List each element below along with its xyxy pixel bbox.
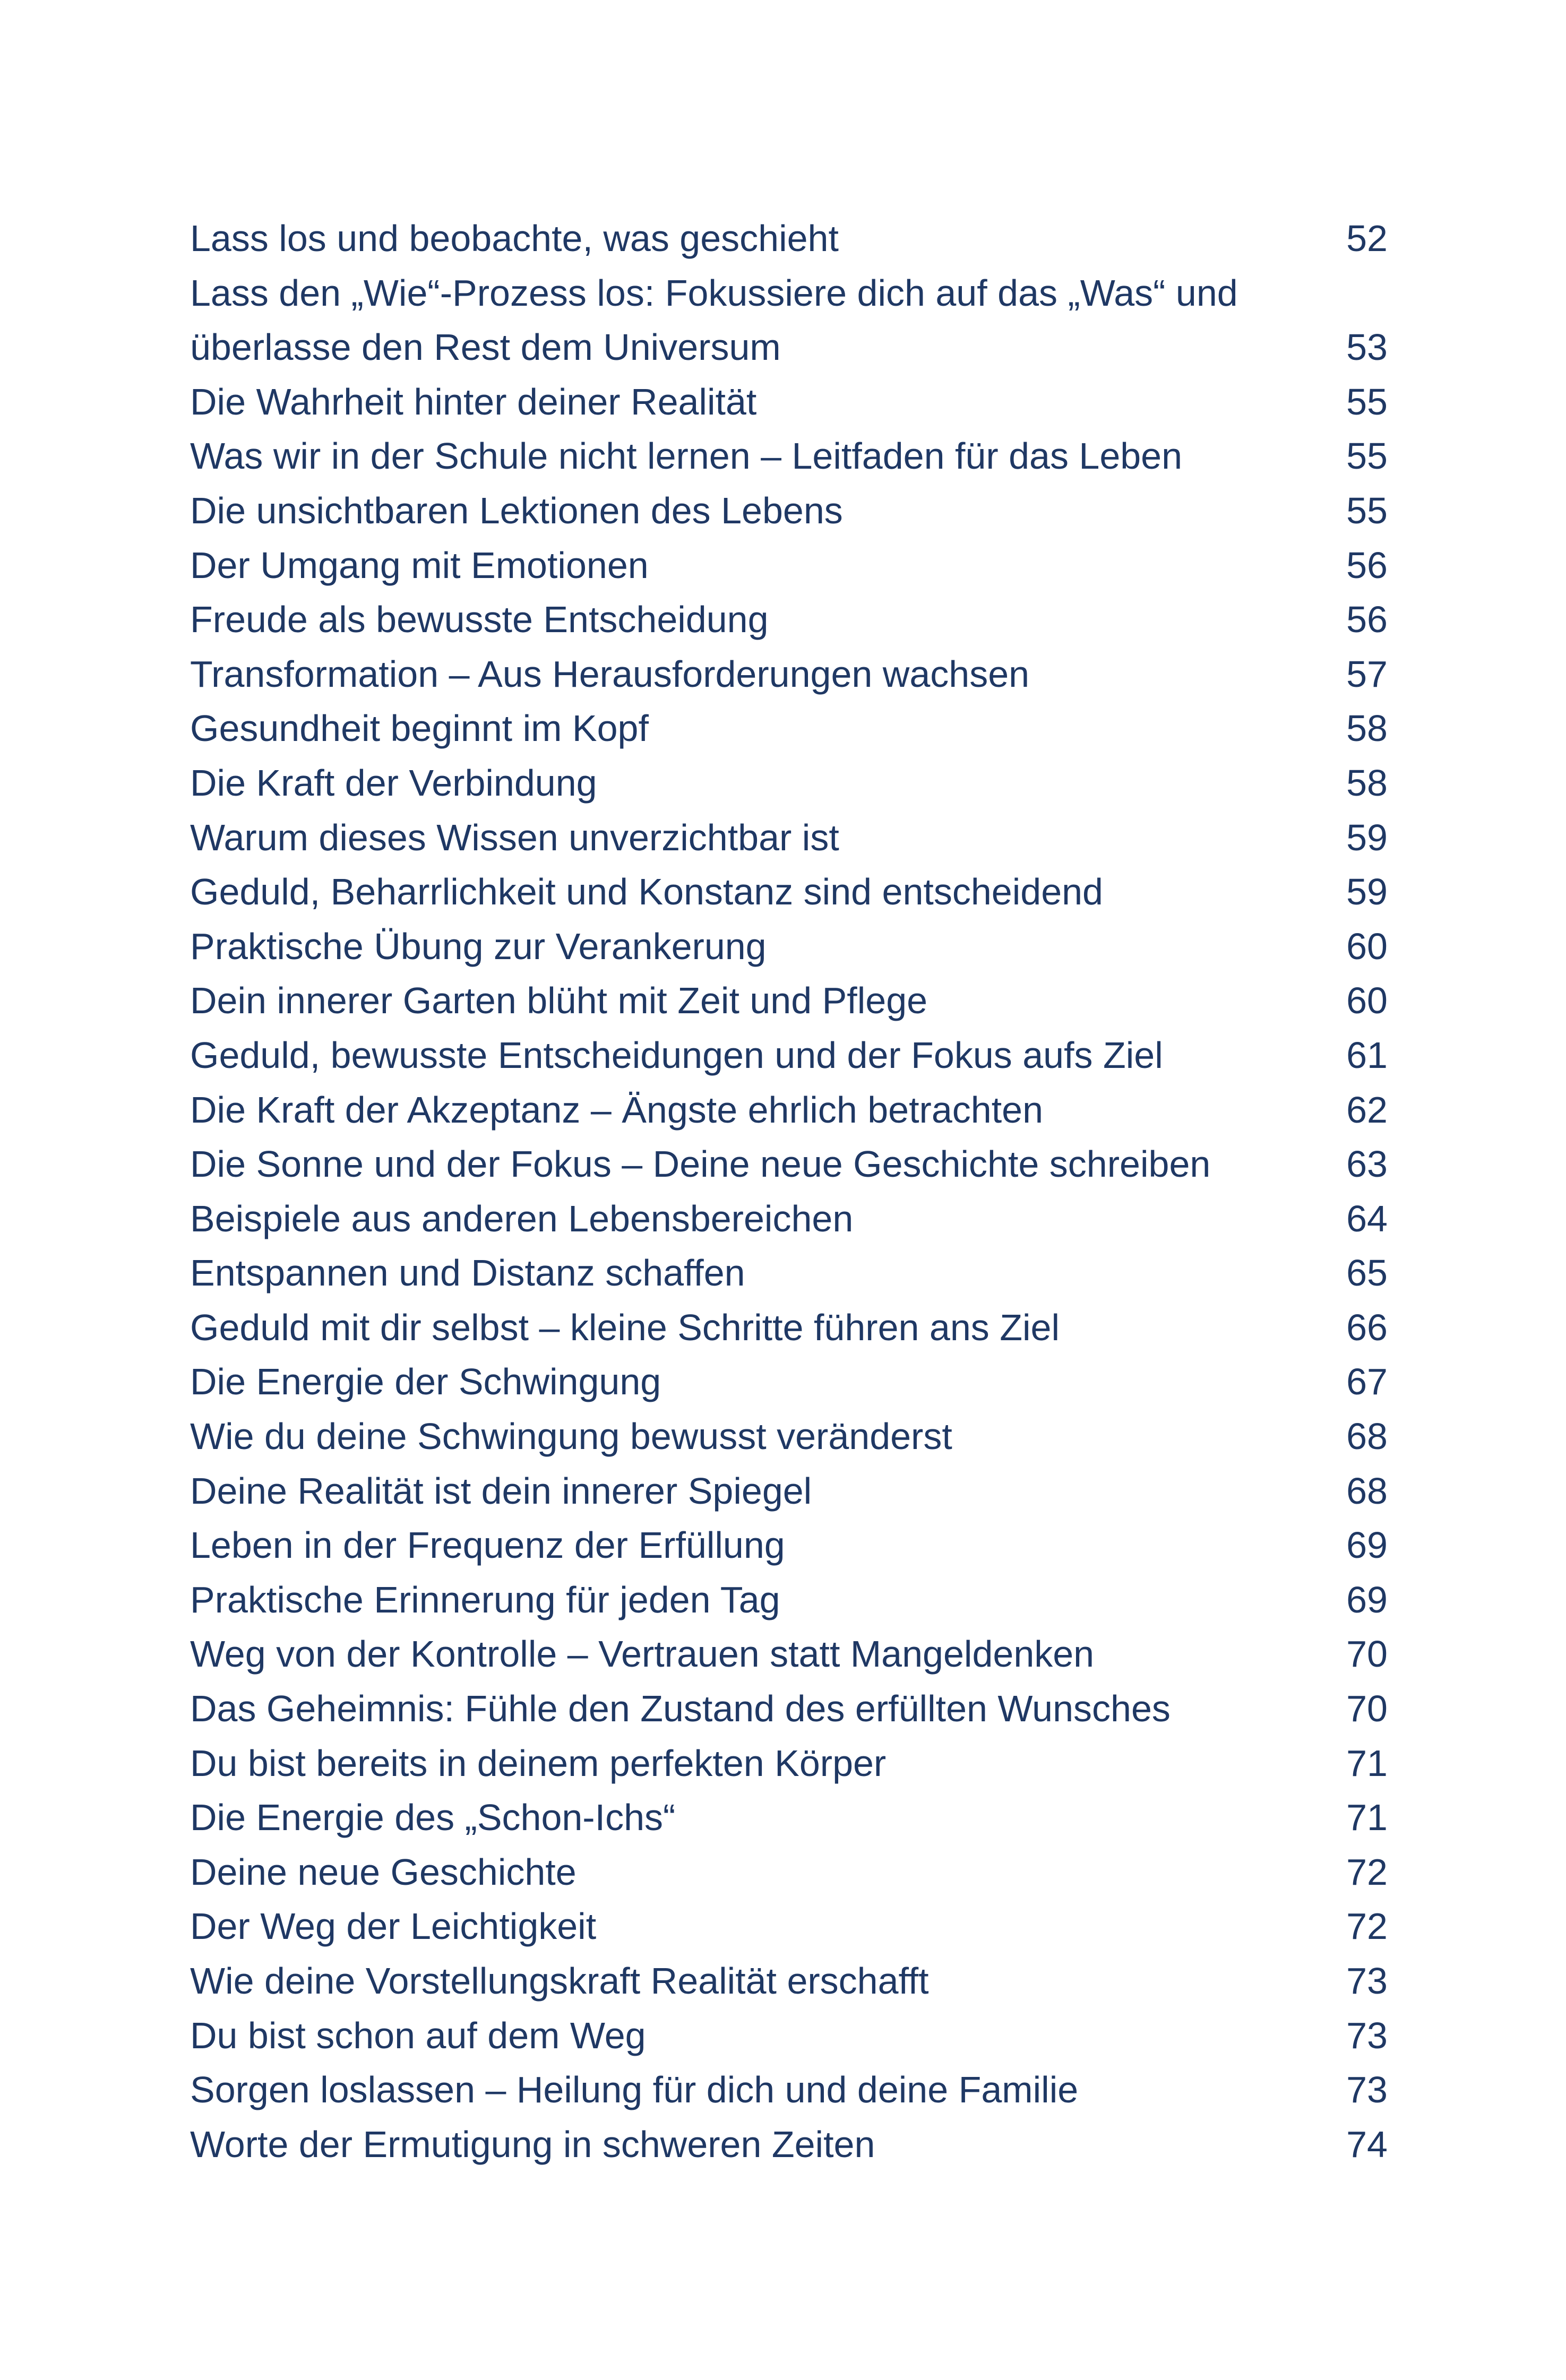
toc-entry-title: Freude als bewusste Entscheidung xyxy=(190,599,769,641)
toc-entry-title: Geduld, bewusste Entscheidungen und der Fokus aufs Ziel xyxy=(190,1034,1163,1076)
toc-entry-title: Beispiele aus anderen Lebensbereichen xyxy=(190,1197,854,1239)
toc-entry xyxy=(190,1464,1388,1519)
toc-entry-title: überlasse den Rest dem Universum xyxy=(190,326,781,368)
toc-entry xyxy=(190,429,1388,484)
toc-entry-page-number: 73 xyxy=(1346,1960,1388,2002)
toc-entry-page-number: 55 xyxy=(1346,381,1388,422)
toc-entry-page-number: 70 xyxy=(1346,1633,1388,1675)
toc-entry-page-number: 60 xyxy=(1346,925,1388,967)
toc-entry xyxy=(190,211,1388,266)
toc-entry-page-number: 58 xyxy=(1346,762,1388,804)
toc-entry xyxy=(190,484,1388,538)
toc-entry xyxy=(190,919,1388,974)
toc-entry xyxy=(190,1409,1388,1464)
toc-entry xyxy=(190,1137,1388,1192)
toc-entry-page-number: 59 xyxy=(1346,816,1388,858)
toc-entry xyxy=(190,1192,1388,1246)
toc-entry-page-number: 73 xyxy=(1346,2014,1388,2056)
toc-entry-page-number: 66 xyxy=(1346,1306,1388,1348)
toc-entry xyxy=(190,1083,1388,1137)
toc-entry xyxy=(190,1355,1388,1409)
toc-entry-page-number: 56 xyxy=(1346,544,1388,586)
toc-entry-title: Deine neue Geschichte xyxy=(190,1851,577,1893)
toc-entry-page-number: 72 xyxy=(1346,1851,1388,1893)
toc-entry xyxy=(190,266,1388,375)
toc-entry-title: Die Sonne und der Fokus – Deine neue Geschichte schreiben xyxy=(190,1143,1211,1185)
toc-entry xyxy=(190,865,1388,919)
toc-entry-title: Entspannen und Distanz schaffen xyxy=(190,1252,745,1294)
toc-entry-title: Die Wahrheit hinter deiner Realität xyxy=(190,381,757,422)
toc-entry-page-number: 63 xyxy=(1346,1143,1388,1185)
toc-entry-title: Praktische Übung zur Verankerung xyxy=(190,925,767,967)
toc-entry xyxy=(190,1899,1388,1954)
toc-entry-page-number: 58 xyxy=(1346,708,1388,749)
toc-entry-page-number: 69 xyxy=(1346,1579,1388,1620)
toc-entry-title: Praktische Erinnerung für jeden Tag xyxy=(190,1579,780,1620)
toc-entry xyxy=(190,1300,1388,1355)
toc-entry-page-number: 55 xyxy=(1346,435,1388,477)
toc-entry-title: Geduld, Beharrlichkeit und Konstanz sind entscheidend xyxy=(190,871,1103,913)
toc-entry xyxy=(190,810,1388,865)
toc-entry-page-number: 69 xyxy=(1346,1524,1388,1566)
toc-entry-title: Die Kraft der Akzeptanz – Ängste ehrlich betrachten xyxy=(190,1089,1044,1131)
toc-entry xyxy=(190,756,1388,810)
toc-entry xyxy=(190,592,1388,647)
toc-entry-page-number: 52 xyxy=(1346,218,1388,259)
toc-entry-title: Du bist bereits in deinem perfekten Körper xyxy=(190,1742,887,1784)
table-of-contents xyxy=(190,211,1388,2171)
toc-entry-title: Die Kraft der Verbindung xyxy=(190,762,597,804)
toc-entry-title: Deine Realität ist dein innerer Spiegel xyxy=(190,1470,812,1512)
toc-entry-page-number: 65 xyxy=(1346,1252,1388,1294)
toc-entry-title: Die unsichtbaren Lektionen des Lebens xyxy=(190,489,843,531)
toc-entry-page-number: 68 xyxy=(1346,1470,1388,1512)
toc-entry-page-number: 56 xyxy=(1346,599,1388,641)
toc-entry-title: Gesundheit beginnt im Kopf xyxy=(190,708,649,749)
toc-entry-page-number: 61 xyxy=(1346,1034,1388,1076)
toc-entry xyxy=(190,973,1388,1028)
toc-entry-title: Wie deine Vorstellungskraft Realität erschafft xyxy=(190,1960,929,2002)
toc-entry-title: Leben in der Frequenz der Erfüllung xyxy=(190,1524,785,1566)
toc-entry-page-number: 57 xyxy=(1346,653,1388,695)
toc-entry xyxy=(190,701,1388,756)
toc-entry-page-number: 71 xyxy=(1346,1797,1388,1839)
toc-entry xyxy=(190,2117,1388,2172)
toc-entry xyxy=(190,2008,1388,2063)
toc-entry-title: Weg von der Kontrolle – Vertrauen statt Mangeldenken xyxy=(190,1633,1095,1675)
toc-entry-page-number: 60 xyxy=(1346,980,1388,1022)
toc-entry xyxy=(190,1954,1388,2008)
toc-entry-title: Lass los und beobachte, was geschieht xyxy=(190,218,839,259)
toc-entry-title: Worte der Ermutigung in schweren Zeiten xyxy=(190,2123,875,2165)
toc-entry xyxy=(190,1518,1388,1573)
toc-entry-title: Wie du deine Schwingung bewusst veränderst xyxy=(190,1416,952,1458)
toc-entry-page-number: 62 xyxy=(1346,1089,1388,1131)
toc-entry-title: Der Weg der Leichtigkeit xyxy=(190,1905,597,1947)
toc-entry-page-number: 70 xyxy=(1346,1688,1388,1730)
toc-entry-title: Lass den „Wie“-Prozess los: Fokussiere dich auf das „Was“ und xyxy=(190,272,1238,314)
toc-entry-title: Sorgen loslassen – Heilung für dich und deine Familie xyxy=(190,2069,1079,2111)
toc-entry xyxy=(190,1627,1388,1681)
toc-entry xyxy=(190,2063,1388,2117)
toc-entry-page-number: 72 xyxy=(1346,1905,1388,1947)
toc-entry-page-number: 55 xyxy=(1346,489,1388,531)
toc-entry-page-number: 74 xyxy=(1346,2123,1388,2165)
toc-entry xyxy=(190,1246,1388,1300)
toc-entry-page-number: 53 xyxy=(1346,326,1388,368)
toc-entry-title: Transformation – Aus Herausforderungen wachsen xyxy=(190,653,1030,695)
toc-entry-title: Dein innerer Garten blüht mit Zeit und Pflege xyxy=(190,980,928,1022)
toc-entry xyxy=(190,375,1388,429)
toc-entry xyxy=(190,1845,1388,1900)
toc-entry-title: Der Umgang mit Emotionen xyxy=(190,544,649,586)
toc-entry-title: Die Energie des „Schon-Ichs“ xyxy=(190,1797,676,1839)
toc-entry xyxy=(190,647,1388,702)
toc-entry-page-number: 59 xyxy=(1346,871,1388,913)
toc-entry-page-number: 67 xyxy=(1346,1361,1388,1403)
toc-entry-page-number: 71 xyxy=(1346,1742,1388,1784)
toc-entry-title: Das Geheimnis: Fühle den Zustand des erfüllten Wunsches xyxy=(190,1688,1171,1730)
toc-entry xyxy=(190,538,1388,593)
toc-entry-page-number: 68 xyxy=(1346,1416,1388,1458)
toc-entry-page-number: 64 xyxy=(1346,1197,1388,1239)
toc-entry xyxy=(190,1736,1388,1791)
toc-entry-title: Was wir in der Schule nicht lernen – Leitfaden für das Leben xyxy=(190,435,1183,477)
toc-entry-title: Geduld mit dir selbst – kleine Schritte führen ans Ziel xyxy=(190,1306,1060,1348)
toc-entry xyxy=(190,1028,1388,1083)
toc-entry xyxy=(190,1790,1388,1845)
toc-entry xyxy=(190,1573,1388,1627)
toc-entry-page-number: 73 xyxy=(1346,2069,1388,2111)
toc-entry-title: Warum dieses Wissen unverzichtbar ist xyxy=(190,816,839,858)
toc-entry-title: Die Energie der Schwingung xyxy=(190,1361,661,1403)
toc-entry-title: Du bist schon auf dem Weg xyxy=(190,2014,646,2056)
toc-entry xyxy=(190,1681,1388,1736)
